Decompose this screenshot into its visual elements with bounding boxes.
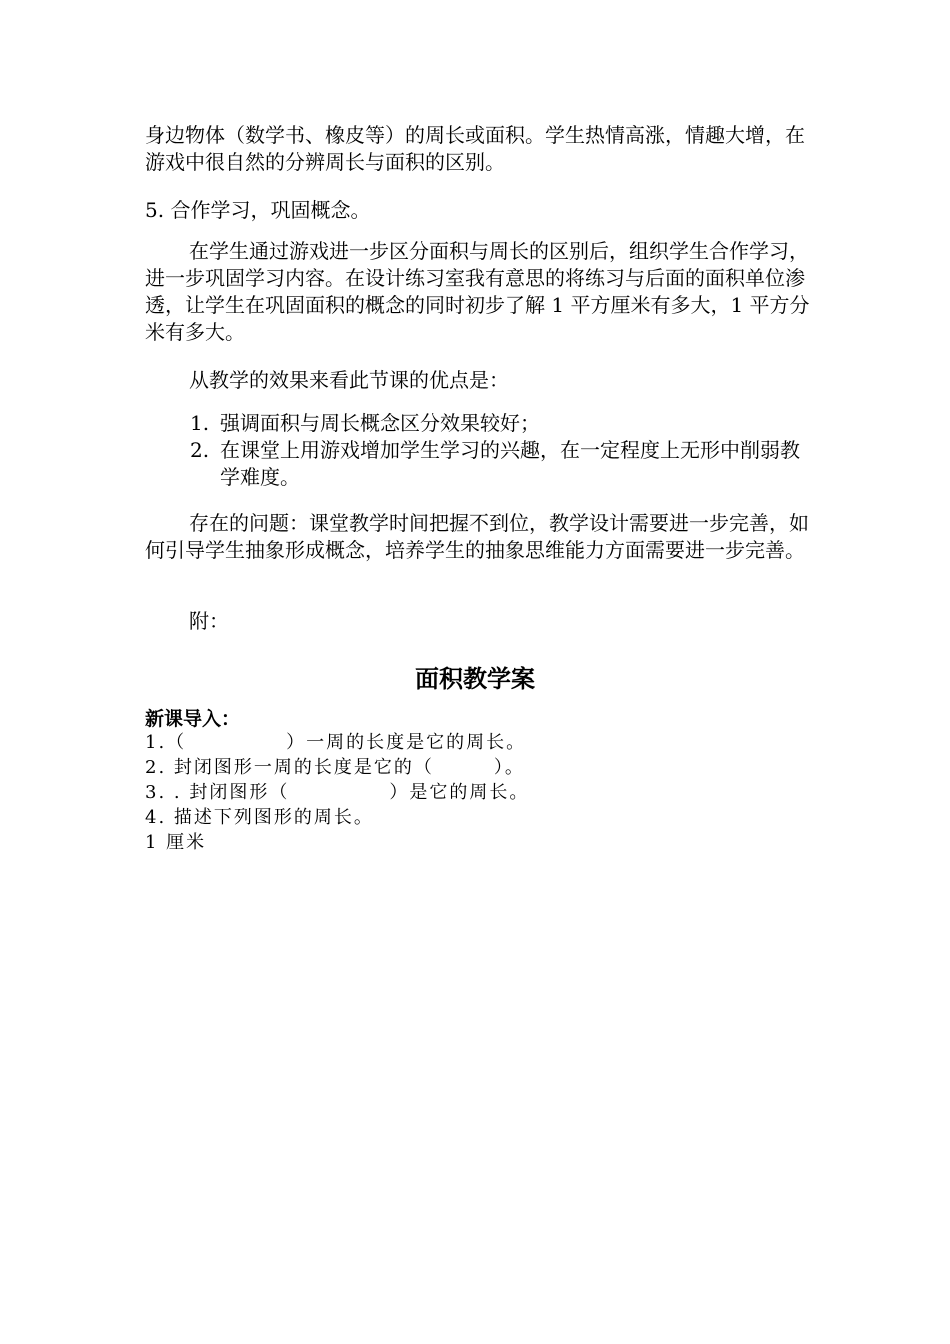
lesson-unit-label: 1 厘米	[145, 832, 207, 853]
list-item-text: 在课堂上用游戏增加学生学习的兴趣，在一定程度上无形中削弱教学难度。	[220, 438, 800, 489]
lesson-title: 面积教学案	[415, 665, 535, 693]
lesson-question-4: 4. 描述下列图形的周长。	[145, 807, 374, 828]
lesson-question-3: 3. . 封闭图形（ ）是它的周长。	[145, 782, 530, 803]
list-item-number: 2.	[190, 438, 210, 462]
paragraph-game-summary: 身边物体（数学书、橡皮等）的周长或面积。学生热情高涨，情趣大增，在游戏中很自然的分辨周长与面积的区别。	[145, 123, 805, 174]
list-item-number: 1.	[190, 411, 210, 435]
lesson-question-2: 2. 封闭图形一周的长度是它的（ ）。	[145, 757, 525, 778]
paragraph-appendix: 附：	[189, 609, 229, 633]
heading-cooperative-learning: 5. 合作学习，巩固概念。	[145, 198, 371, 222]
list-item-text: 强调面积与周长概念区分效果较好；	[220, 411, 540, 435]
lesson-question-1: 1.（ ）一周的长度是它的周长。	[145, 732, 527, 753]
list-item	[190, 437, 810, 491]
advantages-list	[190, 410, 810, 491]
paragraph-cooperative-learning: 在学生通过游戏进一步区分面积与周长的区别后，组织学生合作学习，进一步巩固学习内容。在设计练习室我有意思的将练习与后面的面积单位渗透，让学生在巩固面积的概念的同时初步了解 1 平方厘米有多大，1 平方分米有多大。	[145, 239, 810, 344]
list-item	[190, 410, 810, 437]
lesson-section-heading: 新课导入：	[145, 708, 241, 730]
paragraph-advantages-intro: 从教学的效果来看此节课的优点是：	[189, 368, 509, 392]
paragraph-problems: 存在的问题：课堂教学时间把握不到位，教学设计需要进一步完善，如何引导学生抽象形成概念，培养学生的抽象思维能力方面需要进一步完善。	[145, 511, 809, 562]
